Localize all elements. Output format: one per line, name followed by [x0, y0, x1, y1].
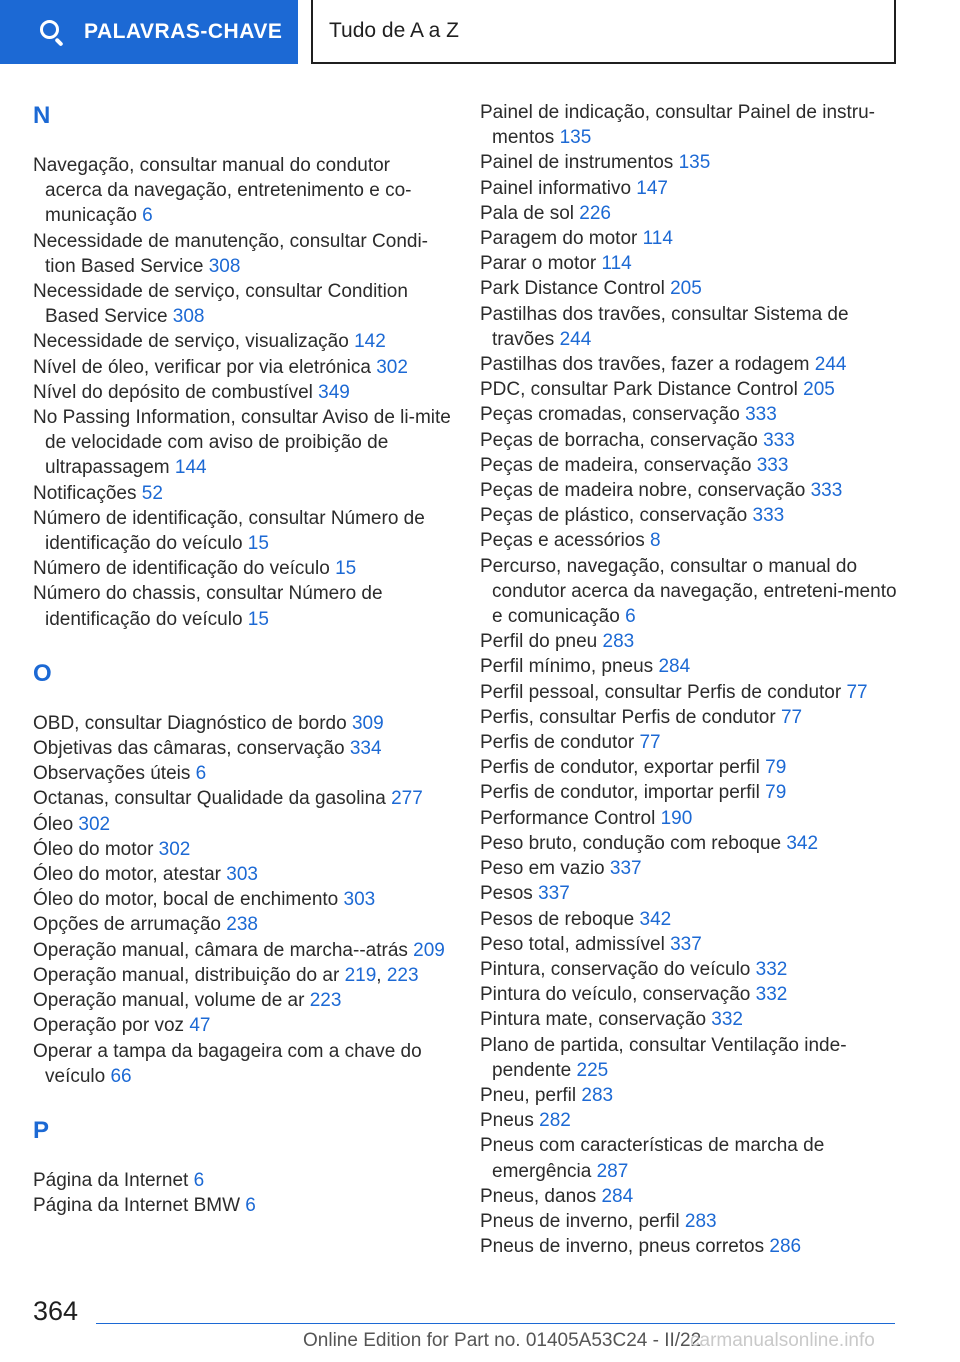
index-entry-text: Operação manual, distribuição do ar [33, 964, 345, 986]
index-entry-text: Perfis de condutor, exportar perfil [480, 757, 766, 779]
index-entry [33, 481, 451, 506]
index-entry-text: Peças de madeira, conservação [480, 454, 757, 476]
page-reference-link[interactable]: 332 [755, 958, 788, 980]
index-entry [33, 736, 451, 761]
a-to-z-tab[interactable] [311, 0, 896, 64]
page-number: 364 [33, 1296, 79, 1326]
page-reference-link[interactable]: 15 [247, 608, 269, 630]
index-entry [33, 329, 451, 354]
page-reference-link[interactable]: 286 [769, 1236, 802, 1258]
index-entry [480, 402, 900, 427]
page-reference-link[interactable]: 333 [752, 505, 785, 527]
index-entry [480, 957, 900, 982]
index-entry [480, 554, 900, 630]
index-entry [33, 229, 451, 279]
index-entry [480, 730, 900, 755]
index-entry-text: Perfis de condutor [480, 732, 640, 754]
page-reference-link[interactable]: 309 [351, 712, 384, 734]
index-left-column [33, 98, 451, 1218]
index-entry-text: Necessidade de serviço, consultar Condition Based Service [33, 281, 408, 328]
page-reference-link[interactable]: 144 [174, 457, 207, 479]
page-reference-link[interactable]: 308 [208, 255, 241, 277]
index-entry [480, 856, 900, 881]
index-entry [33, 1193, 451, 1218]
index-entry-text: PDC, consultar Park Distance Control [480, 379, 804, 401]
page-reference-link[interactable]: 303 [226, 864, 258, 886]
page-reference-link[interactable]: 223 [386, 964, 419, 986]
page-reference-link[interactable]: 238 [226, 914, 258, 936]
index-entry [33, 938, 451, 963]
page-reference-link[interactable]: 77 [639, 732, 661, 754]
index-entry [480, 831, 900, 856]
index-entry-text: Pesos [480, 883, 539, 905]
section-spacer [33, 632, 451, 656]
page-reference-link[interactable]: 114 [601, 253, 632, 275]
index-entry-text: Perfis, consultar Perfis de condutor [480, 706, 781, 728]
keywords-tab[interactable] [0, 0, 298, 64]
page-reference-link[interactable]: 308 [172, 306, 205, 328]
index-entry-text: Página da Internet [33, 1169, 194, 1191]
index-entry [480, 654, 900, 679]
index-entry-text: Número de identificação, consultar Número de identificação do veículo [33, 507, 425, 555]
edition-info: Online Edition for Part no. 01405A53C24 - II/22 [303, 1330, 702, 1351]
index-entry-text: Peças de plástico, conservação [480, 505, 753, 527]
index-entry [33, 761, 451, 786]
index-entry [33, 581, 451, 631]
index-entry-text: Peso total, admissível [480, 933, 671, 955]
index-entry-text: Operação manual, volume de ar [33, 990, 310, 1012]
index-entry [480, 1007, 900, 1032]
index-entry-text: Painel de instrumentos [480, 152, 679, 174]
page-reference-link[interactable]: 47 [189, 1015, 211, 1037]
index-entry [480, 907, 900, 932]
index-entry-text: Pintura, conservação do veículo [480, 958, 756, 980]
index-entry-text: Peças cromadas, conservação [480, 404, 746, 426]
page-reference-link[interactable]: 283 [602, 631, 635, 653]
index-entry-text: No Passing Information, consultar Aviso de li-mite de velocidade com aviso de proibição de ultrapassagem [33, 407, 451, 479]
page-reference-link[interactable]: 283 [581, 1084, 614, 1106]
a-to-z-tab-label: Tudo de A a Z [329, 19, 459, 42]
index-entry [33, 1013, 451, 1038]
index-entry [480, 100, 900, 150]
index-entry [480, 881, 900, 906]
index-entry: Operação manual, distribuição do ar 219, 223 [33, 964, 419, 986]
page-reference-link[interactable]: 66 [110, 1065, 132, 1087]
index-entry-text: Peças de borracha, conservação [480, 429, 764, 451]
index-entry-text: Pneus [480, 1110, 540, 1132]
page-reference-link[interactable]: 244 [814, 354, 847, 376]
index-entry [480, 478, 900, 503]
page-reference-link[interactable]: 332 [711, 1009, 743, 1031]
page-reference-link[interactable]: 302 [158, 838, 191, 860]
page-reference-link[interactable]: 342 [639, 908, 672, 930]
index-entry-text: Objetivas das câmaras, conservação [33, 738, 350, 760]
index-entry-text: Número de identificação do veículo [33, 558, 336, 580]
page-reference-link[interactable]: 6 [625, 606, 636, 628]
index-entry-text: Performance Control [480, 807, 661, 829]
index-entry [33, 887, 451, 912]
page-reference-link[interactable]: 349 [318, 381, 350, 403]
index-entry [33, 380, 451, 405]
page-reference-link[interactable]: 219 [344, 964, 377, 986]
index-entry-text: Número do chassis, consultar Número de identificação do veículo [33, 583, 383, 630]
index-right-column [480, 100, 900, 1259]
index-entry-text: Pintura mate, conservação [480, 1009, 712, 1031]
index-entry-text: Nível do depósito de combustível [33, 381, 319, 403]
page-reference-link[interactable]: 6 [245, 1195, 256, 1217]
page-reference-link[interactable]: 79 [765, 782, 787, 804]
index-entry [33, 1039, 451, 1089]
index-entry-text: Óleo [33, 813, 79, 835]
index-entry [480, 176, 900, 201]
index-entry-text: Pneus de inverno, pneus corretos [480, 1236, 770, 1258]
page-reference-link[interactable]: 15 [247, 533, 269, 555]
index-entry [480, 1234, 900, 1259]
index-entry [480, 503, 900, 528]
index-entry-text: Park Distance Control [480, 278, 671, 300]
search-icon [38, 18, 66, 46]
index-entry [480, 302, 900, 352]
index-entry-text: Parar o motor [480, 253, 602, 275]
index-entry [33, 988, 451, 1013]
index-entry [33, 556, 451, 581]
page-reference-link[interactable]: 244 [559, 328, 592, 350]
index-entry-list [33, 711, 451, 1089]
index-entry [33, 506, 451, 556]
index-entry-list [33, 1168, 451, 1218]
page-reference-link[interactable]: 209 [413, 939, 445, 961]
page-reference-link[interactable]: 205 [803, 379, 835, 401]
index-entry [33, 912, 451, 937]
section-spacer [33, 1089, 451, 1113]
index-entry-text: Pesos de reboque [480, 908, 640, 930]
page-reference-link[interactable]: 6 [195, 763, 207, 785]
index-entry [33, 405, 451, 481]
page-reference-link[interactable]: 135 [559, 127, 592, 149]
index-entry-text: Notificações [33, 482, 142, 504]
index-entry [480, 1108, 900, 1133]
index-entry-text: Painel de indicação, consultar Painel de instru-mentos [480, 102, 876, 149]
index-entry [480, 1033, 900, 1083]
page-reference-link[interactable]: 337 [538, 883, 570, 905]
index-entry [480, 1184, 900, 1209]
index-entry [480, 629, 900, 654]
index-entry-text: Octanas, consultar Qualidade da gasolina [33, 788, 392, 810]
index-entry [480, 932, 900, 957]
section-letter-heading: O [33, 659, 52, 687]
index-entry [480, 755, 900, 780]
page-reference-link[interactable]: 15 [335, 558, 357, 580]
index-entry [480, 1083, 900, 1108]
index-entry [480, 226, 900, 251]
index-entry [33, 786, 451, 811]
section-letter-heading: P [33, 1116, 50, 1144]
page-reference-link[interactable]: 284 [601, 1185, 634, 1207]
index-entry-text: Peso em vazio [480, 858, 610, 880]
index-entry-text: Perfil do pneu [480, 631, 603, 653]
page-reference-link[interactable]: 114 [642, 228, 673, 250]
index-entry-text: Pala de sol [480, 202, 580, 224]
index-entry [480, 251, 900, 276]
index-entry [480, 705, 900, 730]
index-entry-text: Painel informativo [480, 177, 637, 199]
page-reference-link[interactable]: 223 [309, 990, 342, 1012]
index-entry-text: Página da Internet BMW [33, 1195, 246, 1217]
index-entry-text: Opções de arrumação [33, 914, 227, 936]
page-reference-link[interactable]: 6 [193, 1169, 205, 1191]
index-entry-text: OBD, consultar Diagnóstico de bordo [33, 712, 352, 734]
page-reference-link[interactable]: 337 [609, 858, 642, 880]
index-entry [480, 982, 900, 1007]
index-entry-text: Óleo do motor, atestar [33, 864, 227, 886]
page-reference-link[interactable]: 135 [678, 152, 711, 174]
index-entry-text: Óleo do motor, bocal de enchimento [33, 889, 344, 911]
index-entry-list [480, 100, 900, 1259]
page-reference-link[interactable]: 205 [670, 278, 702, 300]
index-entry [480, 680, 900, 705]
page-reference-link[interactable]: 8 [650, 530, 661, 552]
index-entry [480, 352, 900, 377]
index-entry [480, 1133, 900, 1183]
page-reference-link[interactable]: 333 [745, 404, 777, 426]
index-entry-text: Óleo do motor [33, 838, 159, 860]
page-reference-link[interactable]: 342 [786, 832, 819, 854]
index-entry [33, 812, 451, 837]
page-reference-link[interactable]: 332 [755, 984, 788, 1006]
index-entry [480, 428, 900, 453]
index-entry [480, 150, 900, 175]
page-reference-link[interactable]: 277 [391, 788, 423, 810]
page-reference-link[interactable]: 6 [142, 205, 153, 227]
index-entry [480, 201, 900, 226]
index-entry-text: Peças de madeira nobre, conservação [480, 480, 811, 502]
index-entry [480, 377, 900, 402]
index-entry [33, 279, 451, 329]
index-entry-text: Percurso, navegação, consultar o manual do condutor acerca da navegação, entreteni-mento e comunicação [480, 555, 897, 628]
watermark: carmanualsonline.info [690, 1330, 875, 1351]
page-reference-link[interactable]: 333 [810, 480, 843, 502]
page-reference-link[interactable]: 225 [576, 1059, 609, 1081]
index-entry-text: Pastilhas dos travões, consultar Sistema de travões [480, 303, 849, 350]
index-entry [33, 355, 451, 380]
page-reference-link[interactable]: 190 [660, 807, 693, 829]
page-reference-link[interactable]: 303 [343, 889, 376, 911]
index-entry-text: Necessidade de manutenção, consultar Condi-tion Based Service [33, 230, 429, 277]
index-entry-text: Pneus de inverno, perfil [480, 1210, 685, 1232]
page-reference-link[interactable]: 302 [376, 356, 408, 378]
page-reference-link[interactable]: 284 [658, 656, 691, 678]
index-entry-text: Necessidade de serviço, visualização [33, 331, 355, 353]
index-entry [33, 1168, 451, 1193]
page-reference-link[interactable]: 287 [596, 1160, 629, 1182]
page-reference-link[interactable]: 282 [539, 1110, 571, 1132]
index-entry [480, 1209, 900, 1234]
index-entry-text: Peças e acessórios [480, 530, 651, 552]
page-reference-link[interactable]: 283 [684, 1210, 717, 1232]
page-reference-link[interactable]: 302 [78, 813, 111, 835]
index-entry-text: Pneus com características de marcha de emergência [480, 1135, 825, 1182]
header [0, 0, 960, 66]
index-entry-text: Pneus, danos [480, 1185, 602, 1207]
page-reference-link[interactable]: 147 [636, 177, 668, 199]
page-reference-link[interactable]: 77 [846, 681, 868, 703]
index-entry-text: Plano de partida, consultar Ventilação inde-pendente [480, 1034, 847, 1081]
index-entry [480, 806, 900, 831]
page-reference-link[interactable]: 52 [141, 482, 163, 504]
index-entry [480, 276, 900, 301]
index-entry [33, 837, 451, 862]
footer-divider [96, 1323, 895, 1324]
index-entry [480, 453, 900, 478]
page-reference-link[interactable]: 79 [765, 757, 787, 779]
index-entry [480, 780, 900, 805]
index-entry-text: Nível de óleo, verificar por via eletrónica [33, 356, 377, 378]
page-reference-link[interactable]: 142 [354, 331, 386, 353]
index-entry-text: Pastilhas dos travões, fazer a rodagem [480, 354, 815, 376]
page-reference-link[interactable]: 77 [780, 706, 803, 728]
index-entry-text: Operação manual, câmara de marcha--atrás [33, 939, 414, 961]
page-reference-link[interactable]: 333 [763, 429, 795, 451]
index-entry-text: Navegação, consultar manual do condutor acerca da navegação, entretenimento e co-municação [33, 155, 412, 227]
page-reference-link[interactable]: 337 [670, 933, 702, 955]
page-reference-link[interactable]: 333 [756, 454, 789, 476]
index-entry-text: Perfil mínimo, pneus [480, 656, 659, 678]
index-entry [480, 528, 900, 553]
index-entry-list [33, 153, 451, 632]
index-entry-text: Operar a tampa da bagageira com a chave do veículo [33, 1040, 422, 1087]
page-reference-link[interactable]: 226 [579, 202, 611, 224]
index-entry-text: Operação por voz [33, 1015, 190, 1037]
index-entry-text: Peso bruto, condução com reboque [480, 832, 787, 854]
section-letter-heading: N [33, 102, 51, 129]
index-entry-text: Perfis de condutor, importar perfil [480, 782, 766, 804]
index-entry [33, 153, 451, 229]
index-entry-text: Paragem do motor [480, 228, 643, 250]
index-entry [33, 862, 451, 887]
index-entry-text: Perfil pessoal, consultar Perfis de condutor [480, 681, 847, 703]
index-entry [33, 711, 451, 736]
index-entry-text: Observações úteis [33, 763, 196, 785]
keywords-tab-label: PALAVRAS-CHAVE [84, 20, 283, 43]
index-entry-text: Pintura do veículo, conservação [480, 984, 756, 1006]
index-entry-text: Pneu, perfil [480, 1084, 582, 1106]
page-reference-link[interactable]: 334 [349, 738, 382, 760]
